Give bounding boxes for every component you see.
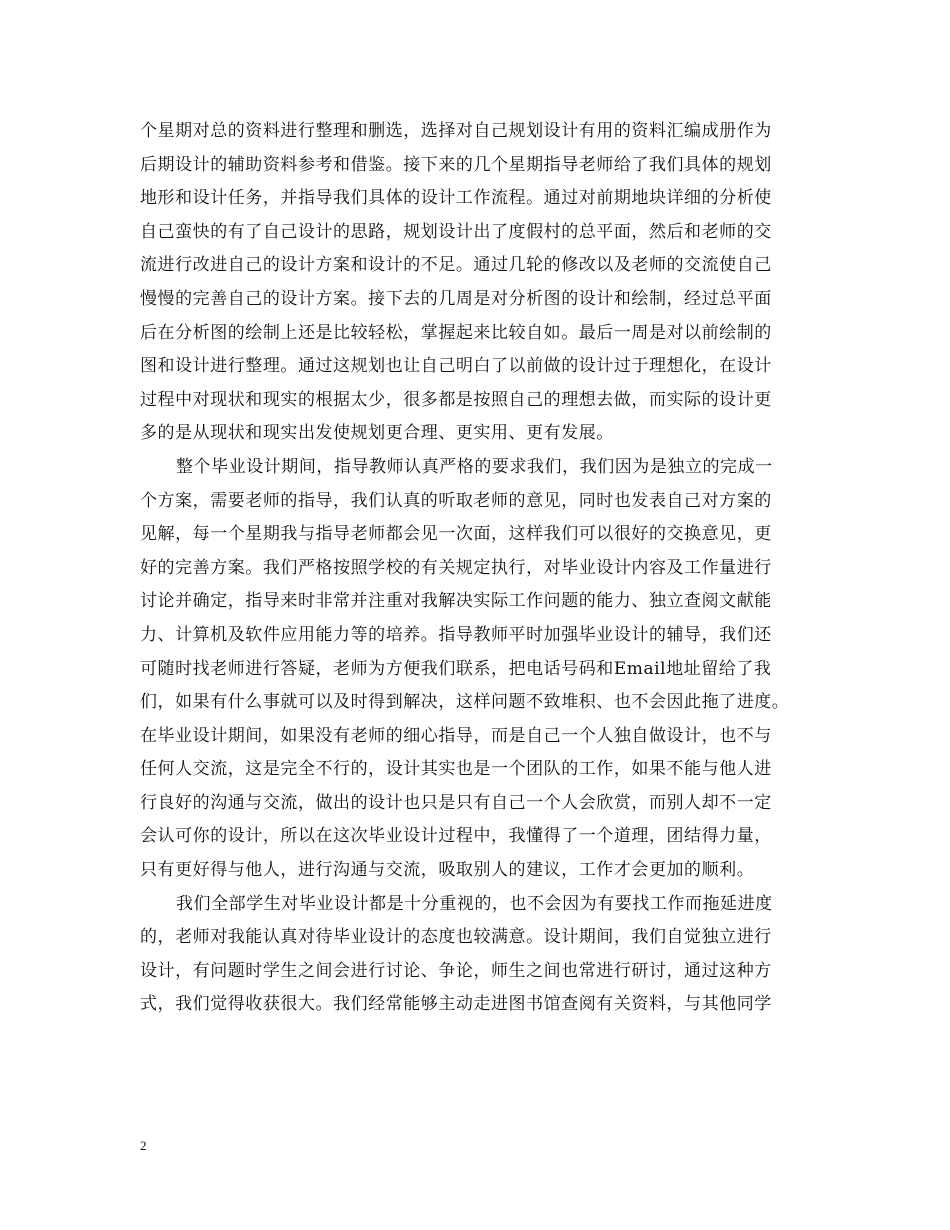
text-line: 流进行改进自己的设计方案和设计的不足。通过几轮的修改以及老师的交流使自己 (140, 255, 772, 276)
text-line: 我们全部学生对毕业设计都是十分重视的，也不会因为有要找工作而拖延进度 (176, 893, 773, 914)
text-line: 们，如果有什么事就可以及时得到解决，这样问题不致堆积、也不会因此拖了进度。 (140, 692, 790, 713)
text-line: 慢慢的完善自己的设计方案。接下去的几周是对分析图的设计和绘制，经过总平面 (140, 288, 772, 309)
text-line: 的，老师对我能认真对待毕业设计的态度也较满意。设计期间，我们自觉独立进行 (140, 927, 772, 948)
text-line: 好的完善方案。我们严格按照学校的有关规定执行，对毕业设计内容及工作量进行 (140, 557, 772, 578)
paragraph (140, 888, 810, 1022)
text-line: 会认可你的设计，所以在这次毕业设计过程中，我懂得了一个道理，团结得力量， (140, 826, 772, 847)
paragraph (140, 451, 810, 888)
text-line: 见解，每一个星期我与指导老师都会见一次面，这样我们可以很好的交换意见，更 (140, 524, 772, 545)
text-line: 行良好的沟通与交流，做出的设计也只是只有自己一个人会欣赏，而别人却不一定 (140, 792, 772, 813)
text-line: 个方案，需要老师的指导，我们认真的听取老师的意见，同时也发表自己对方案的 (140, 490, 772, 511)
text-line: 可随时找老师进行答疑，老师为方便我们联系，把电话号码和Email地址留给了我 (140, 658, 772, 679)
text-line: 只有更好得与他人，进行沟通与交流，吸取别人的建议，工作才会更加的顺利。 (140, 860, 755, 881)
text-line: 力、计算机及软件应用能力等的培养。指导教师平时加强毕业设计的辅导，我们还 (140, 624, 772, 645)
text-line: 整个毕业设计期间，指导教师认真严格的要求我们，我们因为是独立的完成一 (176, 456, 773, 477)
text-line: 在毕业设计期间，如果没有老师的细心指导，而是自己一个人独自做设计，也不与 (140, 725, 772, 746)
text-line: 个星期对总的资料进行整理和删选，选择对自己规划设计有用的资料汇编成册作为 (140, 121, 772, 141)
text-line: 式，我们觉得收获很大。我们经常能够主动走进图书馆查阅有关资料，与其他同学 (140, 994, 772, 1015)
text-line: 自己蛮快的有了自己设计的思路，规划设计出了度假村的总平面，然后和老师的交 (140, 221, 772, 242)
text-line: 讨论并确定，指导来时非常并注重对我解决实际工作问题的能力、独立查阅文献能 (140, 591, 772, 612)
text-line: 任何人交流，这是完全不行的，设计其实也是一个团队的工作，如果不能与他人进 (140, 759, 772, 780)
paragraph (140, 115, 810, 451)
text-line: 多的是从现状和现实出发使规划更合理、更实用、更有发展。 (140, 423, 614, 444)
text-line: 后在分析图的绘制上还是比较轻松，掌握起来比较自如。最后一周是对以前绘制的 (140, 322, 772, 343)
body-text (140, 115, 810, 1022)
text-line: 过程中对现状和现实的根据太少，很多都是按照自己的理想去做，而实际的设计更 (140, 389, 772, 410)
page-number: 2 (140, 1138, 147, 1153)
text-line: 地形和设计任务，并指导我们具体的设计工作流程。通过对前期地块详细的分析使 (140, 188, 772, 209)
text-line: 设计，有问题时学生之间会进行讨论、争论，师生之间也常进行研讨，通过这种方 (140, 960, 772, 981)
text-line: 后期设计的辅助资料参考和借鉴。接下来的几个星期指导老师给了我们具体的规划 (140, 154, 772, 175)
text-line: 图和设计进行整理。通过这规划也让自己明白了以前做的设计过于理想化，在设计 (140, 356, 772, 377)
